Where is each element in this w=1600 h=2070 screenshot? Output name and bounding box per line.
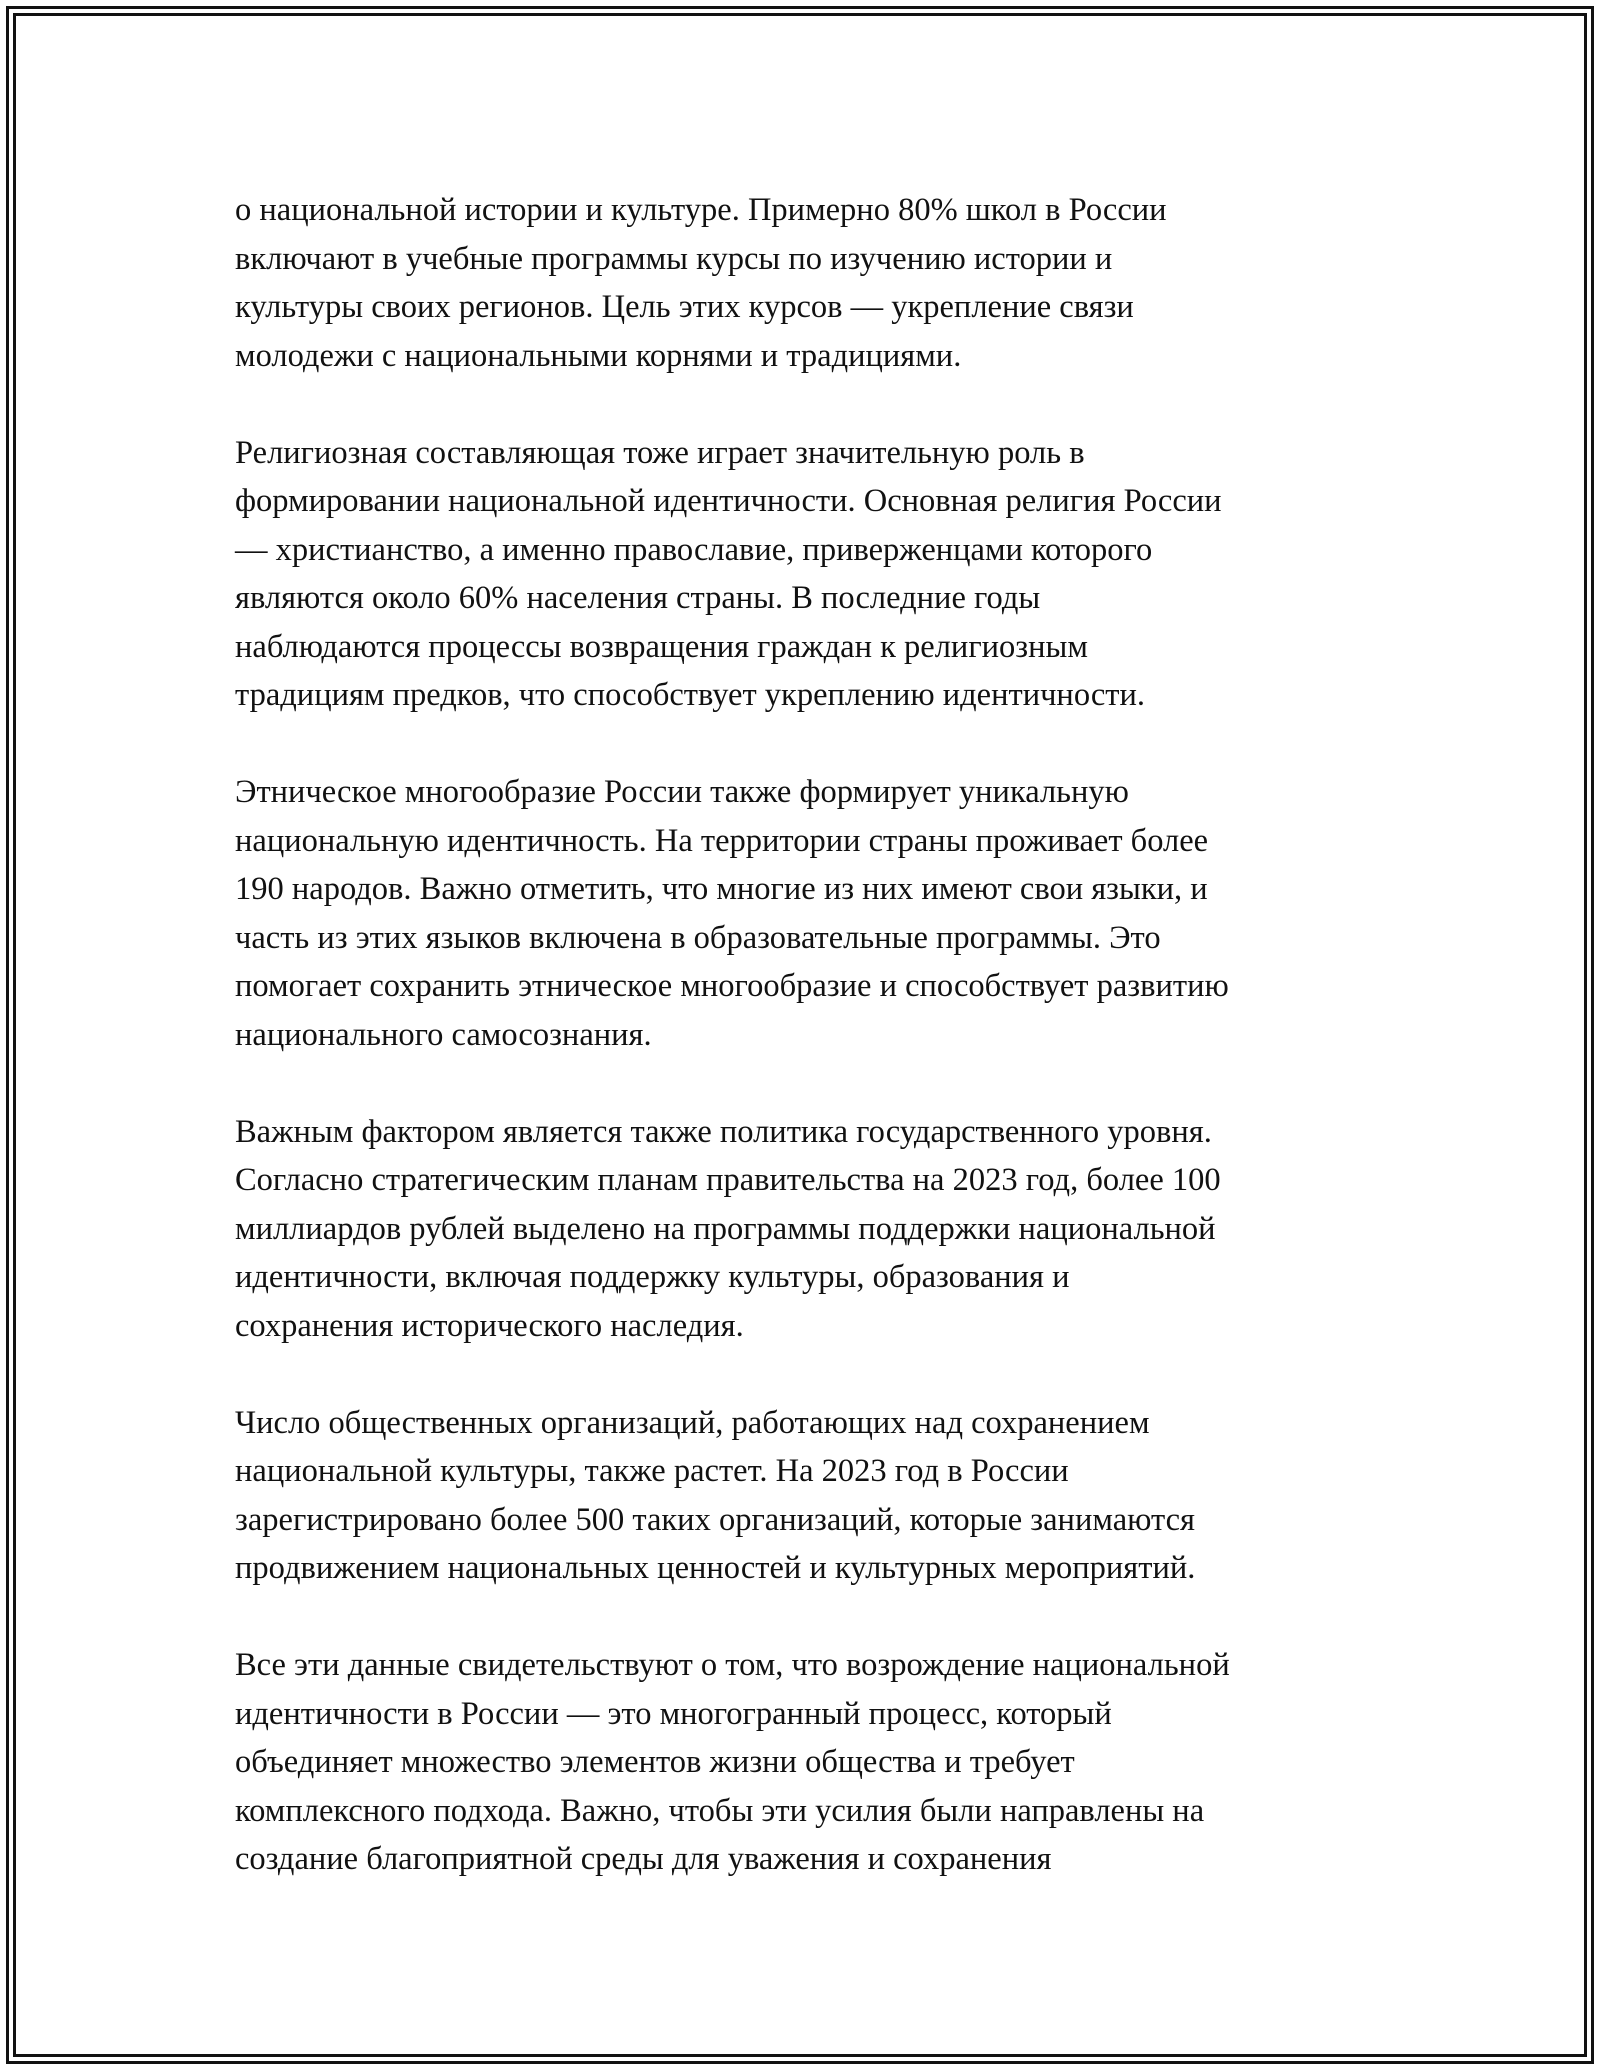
text-line: объединяет множество элементов жизни общества и требует — [235, 1744, 1075, 1780]
text-line: — христианство, а именно православие, приверженцами которого — [235, 531, 1153, 568]
text-line: Согласно стратегическим планам правительства на 2023 год, более 100 — [235, 1162, 1221, 1198]
text-line: формировании национальной идентичности. Основная религия России — [235, 483, 1222, 519]
text-line: идентичности в России — это многогранный процесс, который — [235, 1695, 1112, 1732]
text-line: национальной культуры, также растет. На 2023 год в России — [235, 1453, 1069, 1489]
text-line: комплексного подхода. Важно, чтобы эти усилия были направлены на — [235, 1792, 1205, 1829]
paragraph-public-organizations — [235, 1399, 1375, 1593]
text-line: Религиозная составляющая тоже играет значительную роль в — [235, 434, 1085, 471]
document-body — [235, 186, 1375, 1884]
text-line: молодежи с национальными корнями и традициями. — [235, 337, 962, 374]
text-line: помогает сохранить этническое многообразие и способствует развитию — [235, 968, 1229, 1004]
text-line: сохранения исторического наследия. — [235, 1307, 744, 1344]
text-line: 190 народов. Важно отметить, что многие из них имеют свои языки, и — [235, 871, 1208, 907]
text-line: идентичности, включая поддержку культуры, образования и — [235, 1259, 1070, 1295]
text-line: Этническое многообразие России также формирует уникальную — [235, 774, 1129, 810]
text-line: Важным фактором является также политика государственного уровня. — [235, 1113, 1212, 1150]
text-line: Число общественных организаций, работающих над сохранением — [235, 1404, 1150, 1441]
text-line: о национальной истории и культуре. Примерно 80% школ в России — [235, 192, 1167, 228]
text-line: зарегистрировано более 500 таких организаций, которые занимаются — [235, 1501, 1195, 1538]
paragraph-school-programs — [235, 186, 1375, 380]
text-line: Все эти данные свидетельствуют о том, что возрождение национальной — [235, 1647, 1230, 1683]
paragraph-religion — [235, 429, 1375, 720]
text-line: часть из этих языков включена в образовательные программы. Это — [235, 919, 1161, 956]
text-line: наблюдаются процессы возвращения граждан к религиозным — [235, 628, 1088, 665]
text-line: традициям предков, что способствует укреплению идентичности. — [235, 677, 1146, 713]
text-line: включают в учебные программы курсы по изучению истории и — [235, 240, 1113, 277]
text-line: культуры своих регионов. Цель этих курсов — укрепление связи — [235, 289, 1134, 325]
paragraph-state-policy — [235, 1108, 1375, 1351]
text-line: являются около 60% населения страны. В последние годы — [235, 580, 1041, 616]
text-line: создание благоприятной среды для уважения и сохранения — [235, 1841, 1052, 1877]
text-line: национального самосознания. — [235, 1016, 652, 1053]
paragraph-conclusion — [235, 1641, 1375, 1884]
text-line: продвижением национальных ценностей и культурных мероприятий. — [235, 1550, 1196, 1586]
text-line: национальную идентичность. На территории страны проживает более — [235, 822, 1209, 859]
text-line: миллиардов рублей выделено на программы поддержки национальной — [235, 1210, 1216, 1247]
paragraph-ethnic-diversity — [235, 768, 1375, 1059]
